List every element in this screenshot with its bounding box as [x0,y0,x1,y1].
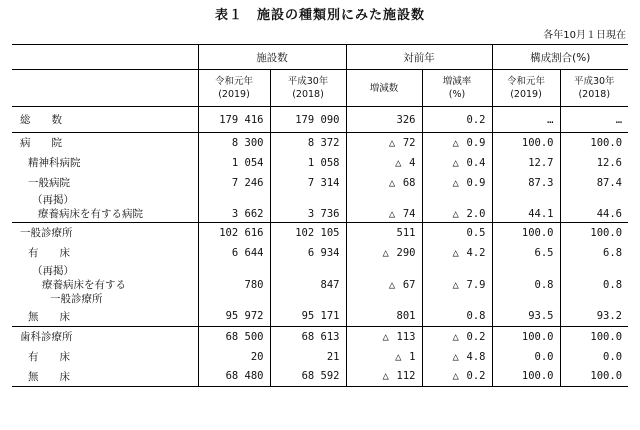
table-row: 総 数 179 416 179 090 326 0.2 … … [12,107,628,133]
table-row: 無 床 95 972 95 171 801 0.8 93.5 93.2 [12,307,628,327]
header-composition: 構成割合(%) [492,45,628,70]
date-note: 各年10月１日現在 [543,30,626,41]
table-row: 無 床 68 480 68 592 △ 112 △ 0.2 100.0 100.0 [12,367,628,387]
corner-cell [12,45,198,70]
table-row: 精神科病院 1 054 1 058 △ 4 △ 0.4 12.7 12.6 [12,153,628,173]
header-2018: 平成30年 (2018) [270,70,346,107]
table-row: 有 床 6 644 6 934 △ 290 △ 4.2 6.5 6.8 [12,243,628,263]
table-row: （再掲） 療養病床を有する 一般診療所 780 847 △ 67 △ 7.9 0.8 0.8 [12,263,628,307]
header-share-2018: 平成30年 (2018) [560,70,628,107]
table-row: 歯科診療所 68 500 68 613 △ 113 △ 0.2 100.0 100.0 [12,327,628,347]
header-yoy: 対前年 [346,45,492,70]
facilities-table [12,44,628,387]
header-facilities: 施設数 [198,45,346,70]
table-row: （再掲） 療養病床を有する病院 3 662 3 736 △ 74 △ 2.0 44.1 44.6 [12,193,628,223]
header-rate: 増減率 (%) [422,70,492,107]
table-title: 表１ 施設の種類別にみた施設数 [214,8,425,23]
table-row: 一般診療所 102 616 102 105 511 0.5 100.0 100.0 [12,223,628,243]
table-row: 病 院 8 300 8 372 △ 72 △ 0.9 100.0 100.0 [12,133,628,153]
table-row: 有 床 20 21 △ 1 △ 4.8 0.0 0.0 [12,347,628,367]
table-row: 一般病院 7 246 7 314 △ 68 △ 0.9 87.3 87.4 [12,173,628,193]
header-2019: 令和元年 (2019) [198,70,270,107]
header-change: 増減数 [346,70,422,107]
header-share-2019: 令和元年 (2019) [492,70,560,107]
